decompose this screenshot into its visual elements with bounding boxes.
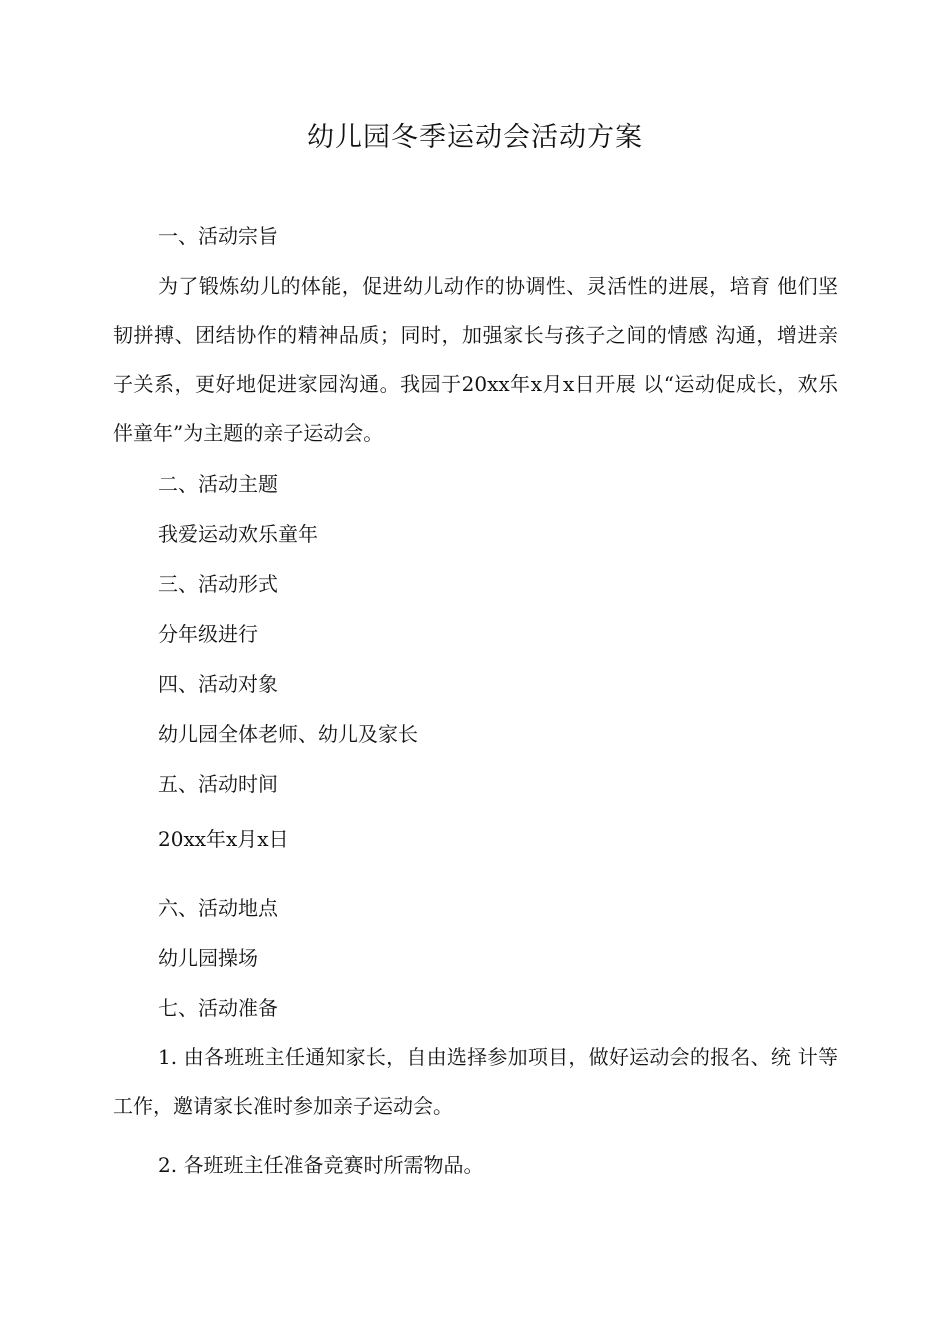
- section-body-format: 分年级进行: [158, 622, 258, 646]
- preparation-item-2: 2. 各班班主任准备竞赛时所需物品。: [158, 1153, 484, 1177]
- section-body-purpose: 为了锻炼幼儿的体能，促进幼儿动作的协调性、灵活性的进展，培育 他们坚韧拼搏、团结协作的精神品质；同时，加强家长与孩子之间的情感 沟通，增进亲子关系，更好地促进家园沟通。我园于20xx年x月x日开展 以“运动促成长，欢乐伴童年”为主题的亲子运动会。: [113, 274, 838, 445]
- section-heading-location: 六、活动地点: [158, 896, 278, 920]
- section-body-theme: 我爱运动欢乐童年: [158, 522, 318, 546]
- section-heading-time: 五、活动时间: [158, 772, 278, 796]
- document-title: 幼儿园冬季运动会活动方案: [307, 122, 643, 153]
- preparation-item-1: 1. 由各班班主任通知家长，自由选择参加项目，做好运动会的报名、统 计等工作，邀请家长准时参加亲子运动会。: [113, 1045, 838, 1118]
- section-heading-theme: 二、活动主题: [158, 472, 278, 496]
- section-heading-preparation: 七、活动准备: [158, 996, 278, 1020]
- section-heading-audience: 四、活动对象: [158, 672, 278, 696]
- section-body-audience: 幼儿园全体老师、幼儿及家长: [158, 722, 418, 746]
- section-heading-format: 三、活动形式: [158, 572, 278, 596]
- section-body-location: 幼儿园操场: [158, 946, 258, 970]
- section-body-time: 20xx年x月x日: [158, 827, 289, 851]
- section-heading-purpose: 一、活动宗旨: [158, 224, 278, 248]
